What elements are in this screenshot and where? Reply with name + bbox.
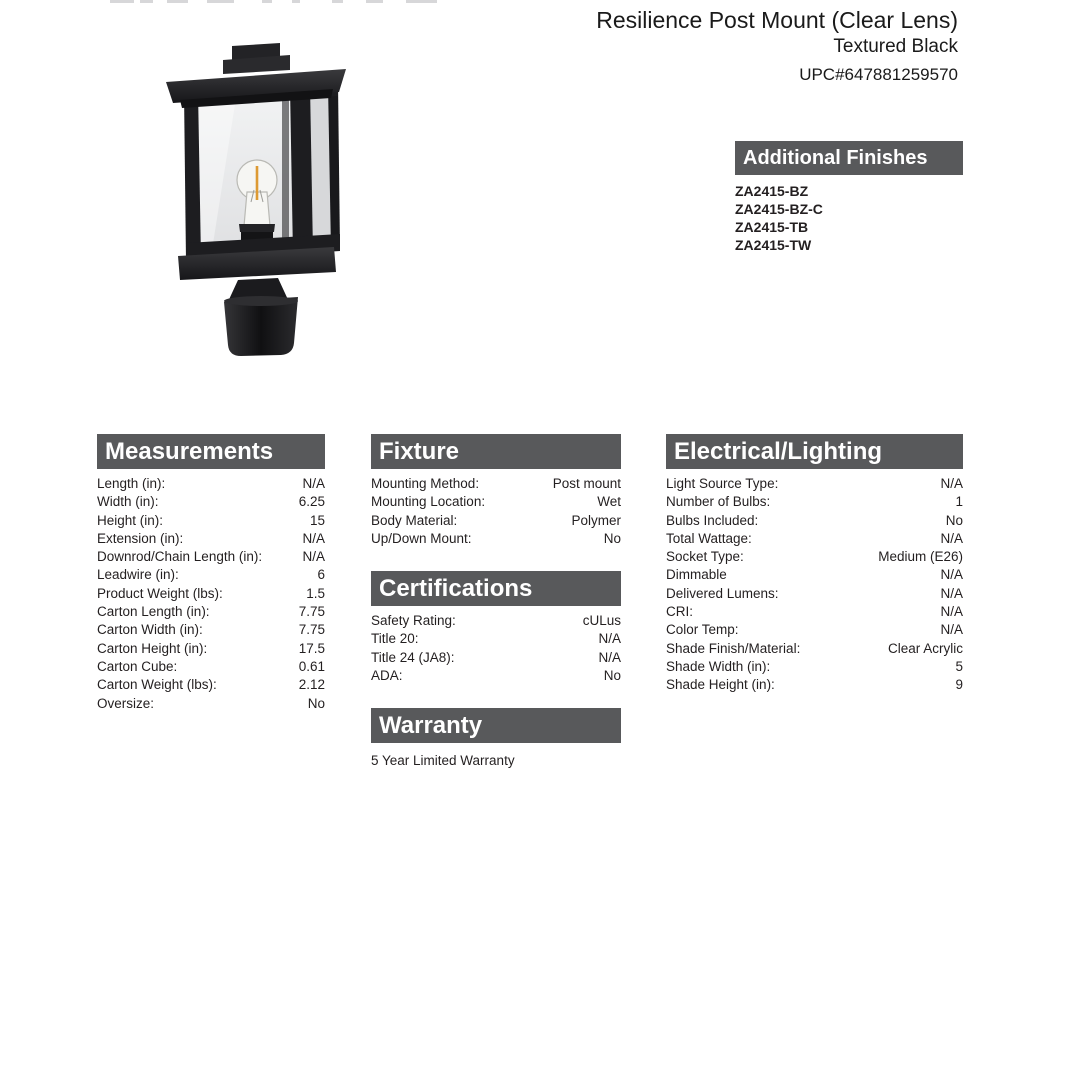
product-image-lantern (140, 40, 400, 370)
spec-label: Color Temp: (666, 622, 739, 638)
spec-value: N/A (598, 631, 621, 647)
spec-value: 5 (955, 658, 963, 674)
spec-row (97, 621, 325, 639)
spec-label: Title 20: (371, 631, 419, 647)
product-title: Resilience Post Mount (Clear Lens) (596, 7, 958, 33)
spec-value: 17.5 (298, 640, 325, 656)
spec-label: Body Material: (371, 512, 458, 528)
fixture-header: Fixture (371, 434, 621, 469)
certifications-section (371, 571, 621, 685)
spec-label: Oversize: (97, 695, 155, 711)
spec-label: Height (in): (97, 512, 164, 528)
spec-row (666, 676, 963, 694)
spec-value: 9 (955, 677, 963, 693)
spec-row (97, 493, 325, 511)
spec-label: Extension (in): (97, 530, 184, 546)
spec-row (666, 566, 963, 584)
spec-row (666, 603, 963, 621)
spec-value: N/A (302, 476, 325, 491)
spec-label: Up/Down Mount: (371, 530, 472, 546)
product-title-block (596, 7, 958, 85)
spec-row (97, 658, 325, 676)
spec-value: No (307, 695, 325, 711)
spec-value: 0.61 (298, 658, 325, 674)
spec-label: Socket Type: (666, 549, 744, 565)
product-finish: Textured Black (833, 36, 958, 57)
spec-label: Light Source Type: (666, 476, 779, 491)
spec-label: Total Wattage: (666, 530, 752, 546)
spec-row (371, 493, 621, 511)
additional-finishes-list (735, 182, 963, 254)
spec-value: Post mount (552, 476, 621, 491)
additional-finishes-section (735, 141, 963, 254)
spec-label: Bulbs Included: (666, 512, 759, 528)
spec-label: Width (in): (97, 494, 159, 510)
spec-row (97, 676, 325, 694)
spec-row (666, 548, 963, 566)
spec-row (666, 621, 963, 639)
spec-row (371, 475, 621, 493)
warranty-text: 5 Year Limited Warranty (371, 753, 515, 768)
spec-label: Product Weight (lbs): (97, 585, 223, 601)
spec-label: Downrod/Chain Length (in): (97, 549, 263, 565)
spec-label: Length (in): (97, 476, 166, 491)
spec-value: 6 (317, 567, 325, 583)
spec-label: Shade Height (in): (666, 677, 775, 693)
spec-row (97, 566, 325, 584)
finish-sku: ZA2415-BZ-C (735, 201, 823, 217)
spec-label: Shade Finish/Material: (666, 640, 801, 656)
spec-label: ADA: (371, 667, 403, 683)
product-upc: UPC#647881259570 (799, 65, 958, 84)
spec-value: 1.5 (306, 585, 325, 601)
spec-row (666, 658, 963, 676)
spec-label: Carton Height (in): (97, 640, 208, 656)
spec-value: No (603, 667, 621, 683)
spec-value: N/A (940, 622, 963, 638)
warranty-section (371, 708, 621, 770)
spec-value: N/A (598, 649, 621, 665)
electrical-section (666, 434, 963, 695)
spec-value: N/A (940, 585, 963, 601)
spec-row (97, 530, 325, 548)
electrical-header: Electrical/Lighting (666, 434, 963, 469)
spec-label: Title 24 (JA8): (371, 649, 455, 665)
spec-value: N/A (940, 476, 963, 491)
spec-label: Shade Width (in): (666, 658, 771, 674)
spec-row (97, 585, 325, 603)
spec-row (666, 585, 963, 603)
lantern-roof (166, 43, 346, 108)
spec-row (97, 475, 325, 493)
spec-label: Carton Cube: (97, 658, 178, 674)
spec-label: CRI: (666, 604, 693, 620)
lantern-base (178, 247, 336, 356)
spec-row (371, 630, 621, 648)
finish-sku: ZA2415-TB (735, 219, 809, 235)
spec-row (97, 640, 325, 658)
spec-value: Wet (597, 494, 621, 510)
spec-value: 15 (309, 512, 325, 528)
spec-label: Dimmable (666, 567, 727, 583)
spec-row (97, 548, 325, 566)
spec-row (666, 493, 963, 511)
spec-label: Mounting Method: (371, 476, 480, 491)
spec-row (371, 530, 621, 548)
measurements-rows (97, 475, 325, 713)
spec-row (97, 512, 325, 530)
spec-row (666, 640, 963, 658)
spec-value: N/A (302, 530, 325, 546)
spec-value: N/A (302, 549, 325, 565)
spec-value: 2.12 (298, 677, 325, 693)
fixture-rows (371, 475, 621, 548)
fixture-section (371, 434, 621, 548)
spec-row (666, 512, 963, 530)
warranty-header: Warranty (371, 708, 621, 743)
spec-value: cULus (582, 613, 621, 628)
spec-label: Delivered Lumens: (666, 585, 779, 601)
finish-sku: ZA2415-BZ (735, 183, 809, 199)
spec-label: Carton Length (in): (97, 604, 210, 620)
spec-value: 1 (955, 494, 963, 510)
spec-label: Carton Width (in): (97, 622, 203, 638)
certifications-rows (371, 612, 621, 685)
electrical-rows (666, 475, 963, 695)
spec-value: 7.75 (298, 622, 325, 638)
spec-label: Mounting Location: (371, 494, 486, 510)
spec-label: Carton Weight (lbs): (97, 677, 217, 693)
spec-value: N/A (940, 604, 963, 620)
spec-row (371, 612, 621, 630)
spec-label: Leadwire (in): (97, 567, 179, 583)
spec-value: N/A (940, 567, 963, 583)
spec-value: N/A (940, 530, 963, 546)
spec-value: 7.75 (298, 604, 325, 620)
certifications-header: Certifications (371, 571, 621, 606)
measurements-header: Measurements (97, 434, 325, 469)
spec-label: Number of Bulbs: (666, 494, 771, 510)
spec-value: Polymer (571, 512, 621, 528)
spec-row (666, 475, 963, 493)
spec-row (371, 649, 621, 667)
spec-row (371, 512, 621, 530)
spec-label: Safety Rating: (371, 613, 456, 628)
spec-row (97, 695, 325, 713)
spec-value: 6.25 (298, 494, 325, 510)
spec-value: No (603, 530, 621, 546)
measurements-section (97, 434, 325, 713)
finish-sku: ZA2415-TW (735, 237, 812, 253)
spec-value: Clear Acrylic (887, 640, 963, 656)
spec-row (666, 530, 963, 548)
spec-row (371, 667, 621, 685)
additional-finishes-header: Additional Finishes (735, 141, 963, 175)
spec-value: Medium (E26) (878, 549, 963, 565)
spec-row (97, 603, 325, 621)
spec-value: No (945, 512, 963, 528)
